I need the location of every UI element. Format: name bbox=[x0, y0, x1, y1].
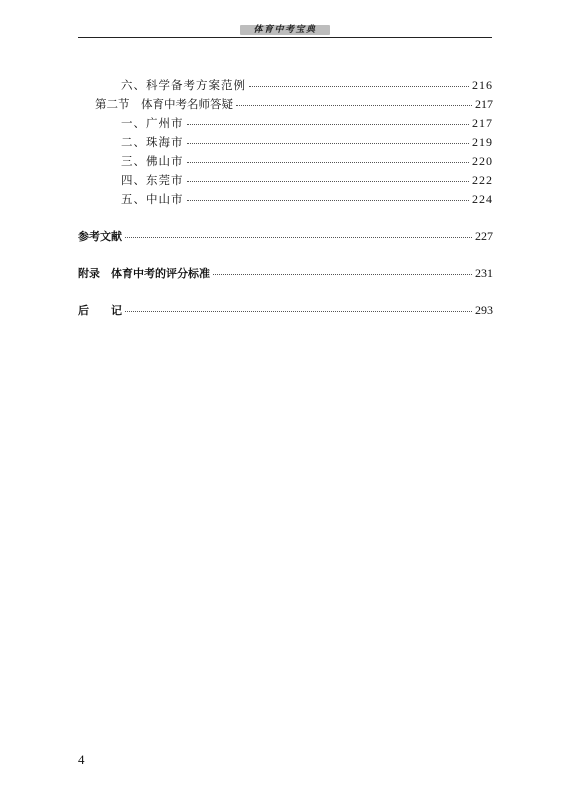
toc-entry-page: 231 bbox=[475, 266, 493, 280]
toc-entry[interactable] bbox=[121, 116, 493, 130]
toc-entry-label: 五、中山市 bbox=[121, 192, 184, 206]
toc-entry[interactable] bbox=[95, 97, 493, 111]
toc-entry-page: 220 bbox=[472, 154, 493, 168]
toc-entry-page: 222 bbox=[472, 173, 493, 187]
toc-entry-label: 三、佛山市 bbox=[121, 154, 184, 168]
toc-entry-page: 293 bbox=[475, 303, 493, 317]
toc-leader-dots bbox=[187, 124, 470, 125]
toc-leader-dots bbox=[187, 181, 470, 182]
toc-leader-dots bbox=[187, 162, 470, 163]
toc-entry[interactable] bbox=[121, 173, 493, 187]
toc-entry-page: 219 bbox=[472, 135, 493, 149]
header-title: 体育中考宝典 bbox=[253, 25, 317, 35]
toc-entry-label: 一、广州市 bbox=[121, 116, 184, 130]
header-rule bbox=[78, 37, 492, 38]
toc-leader-dots bbox=[187, 200, 470, 201]
toc-leader-dots bbox=[125, 237, 472, 238]
toc-entry-label: 六、科学备考方案范例 bbox=[121, 78, 246, 92]
toc-entry-label: 后 记 bbox=[78, 304, 122, 317]
toc-leader-dots bbox=[236, 105, 472, 106]
toc-entry[interactable] bbox=[78, 229, 493, 244]
toc-entry[interactable] bbox=[121, 192, 493, 206]
toc-leader-dots bbox=[249, 86, 469, 87]
toc-entry-label: 附录 体育中考的评分标准 bbox=[78, 267, 210, 280]
toc-entry-page: 227 bbox=[475, 229, 493, 243]
toc-entry[interactable] bbox=[78, 303, 493, 318]
toc-entry-label: 二、珠海市 bbox=[121, 135, 184, 149]
toc-entry[interactable] bbox=[121, 154, 493, 168]
toc-entry[interactable] bbox=[78, 266, 493, 281]
toc-entry[interactable] bbox=[121, 78, 493, 92]
toc-entry-label: 第二节 体育中考名师答疑 bbox=[95, 97, 233, 111]
toc-leader-dots bbox=[213, 274, 472, 275]
toc-entry-label: 四、东莞市 bbox=[121, 173, 184, 187]
toc-entry-page: 217 bbox=[472, 116, 493, 130]
toc-entry[interactable] bbox=[121, 135, 493, 149]
toc-entry-page: 224 bbox=[472, 192, 493, 206]
toc-entry-label: 参考文献 bbox=[78, 230, 122, 243]
page-number: 4 bbox=[78, 752, 85, 767]
toc-leader-dots bbox=[125, 311, 472, 312]
toc-entry-page: 217 bbox=[475, 97, 493, 111]
toc-leader-dots bbox=[187, 143, 470, 144]
toc-entry-page: 216 bbox=[472, 78, 493, 92]
